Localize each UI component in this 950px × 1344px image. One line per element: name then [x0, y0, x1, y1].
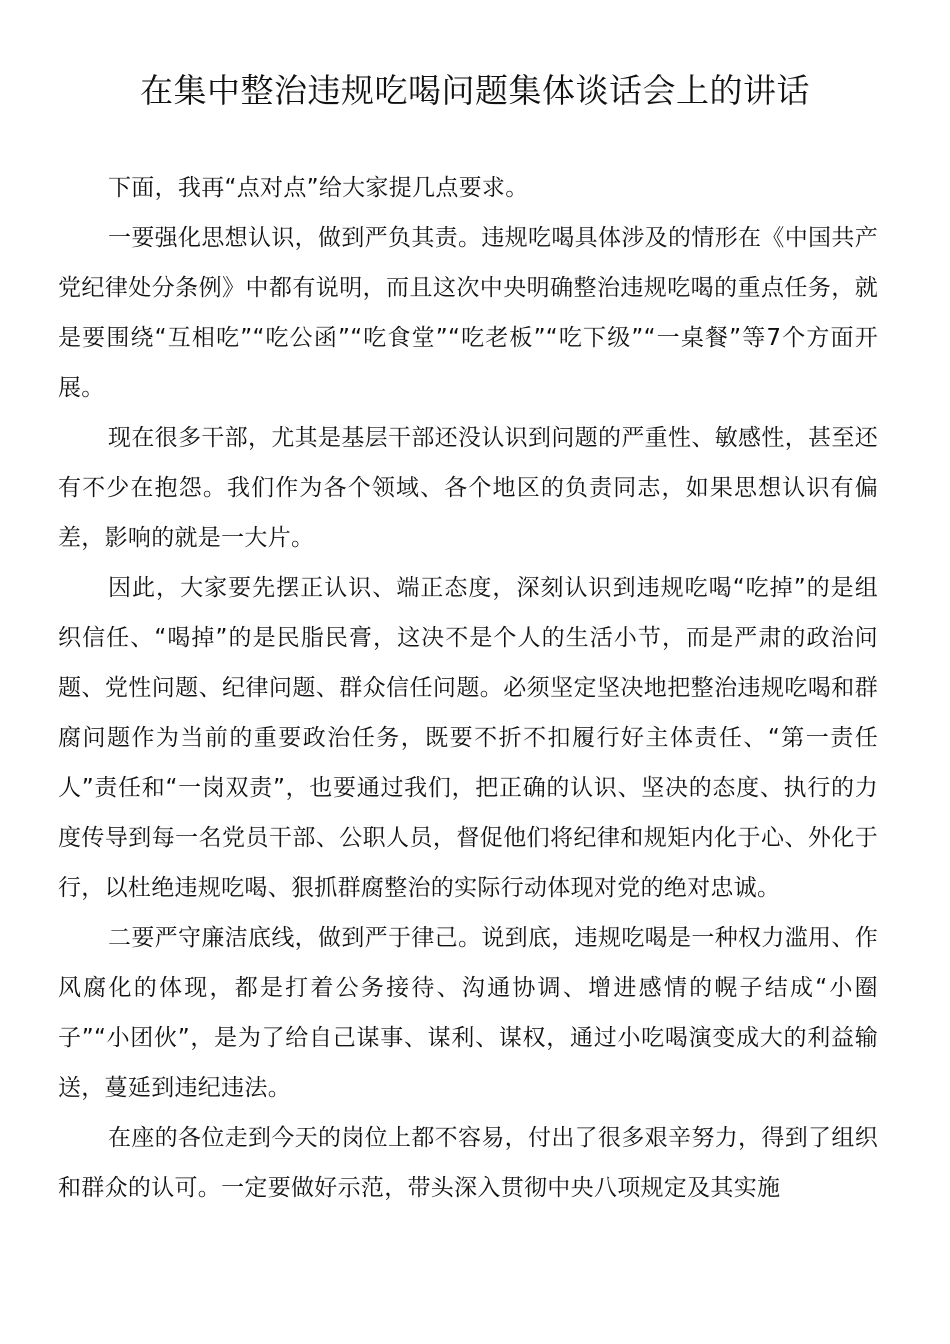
paragraph-cadre-awareness: 现在很多干部，尤其是基层干部还没认识到问题的严重性、敏感性，甚至还有不少在抱怨。我们作为各个领域、各个地区的负责同志，如果思想认识有偏差，影响的就是一大片。 [58, 425, 878, 551]
paragraph-requirement-one: 一要强化思想认识，做到严负其责。违规吃喝具体涉及的情形在《中国共产党纪律处分条例》中都有说明，而且这次中央明确整治违规吃喝的重点任务，就是要围绕“互相吃”“吃公函”“吃食堂”“吃老板”“吃下级”“一桌餐”等7个方面开展。 [58, 225, 878, 401]
paragraph-requirement-two: 二要严守廉洁底线，做到严于律己。说到底，违规吃喝是一种权力滥用、作风腐化的体现，都是打着公务接待、沟通协调、增进感情的幌子结成“小圈子”“小团伙”，是为了给自己谋事、谋利、谋权，通过小吃喝演变成大的利益输送，蔓延到违纪违法。 [58, 925, 878, 1101]
paragraph-intro: 下面，我再“点对点”给大家提几点要求。 [108, 175, 529, 201]
document-title: 在集中整治违规吃喝问题集体谈话会上的讲话 [140, 71, 810, 110]
paragraph-set-example: 在座的各位走到今天的岗位上都不容易，付出了很多艰辛努力，得到了组织和群众的认可。一定要做好示范，带头深入贯彻中央八项规定及其实施 [58, 1125, 878, 1201]
paragraph-therefore: 因此，大家要先摆正认识、端正态度，深刻认识到违规吃喝“吃掉”的是组织信任、“喝掉”的是民脂民膏，这决不是个人的生活小节，而是严肃的政治问题、党性问题、纪律问题、群众信任问题。必须坚定坚决地把整治违规吃喝和群腐问题作为当前的重要政治任务，既要不折不扣履行好主体责任、“第一责任人”责任和“一岗双责”，也要通过我们，把正确的认识、坚决的态度、执行的力度传导到每一名党员干部、公职人员，督促他们将纪律和规矩内化于心、外化于行，以杜绝违规吃喝、狠抓群腐整治的实际行动体现对党的绝对忠诚。 [58, 575, 878, 901]
document-body [58, 163, 878, 1213]
